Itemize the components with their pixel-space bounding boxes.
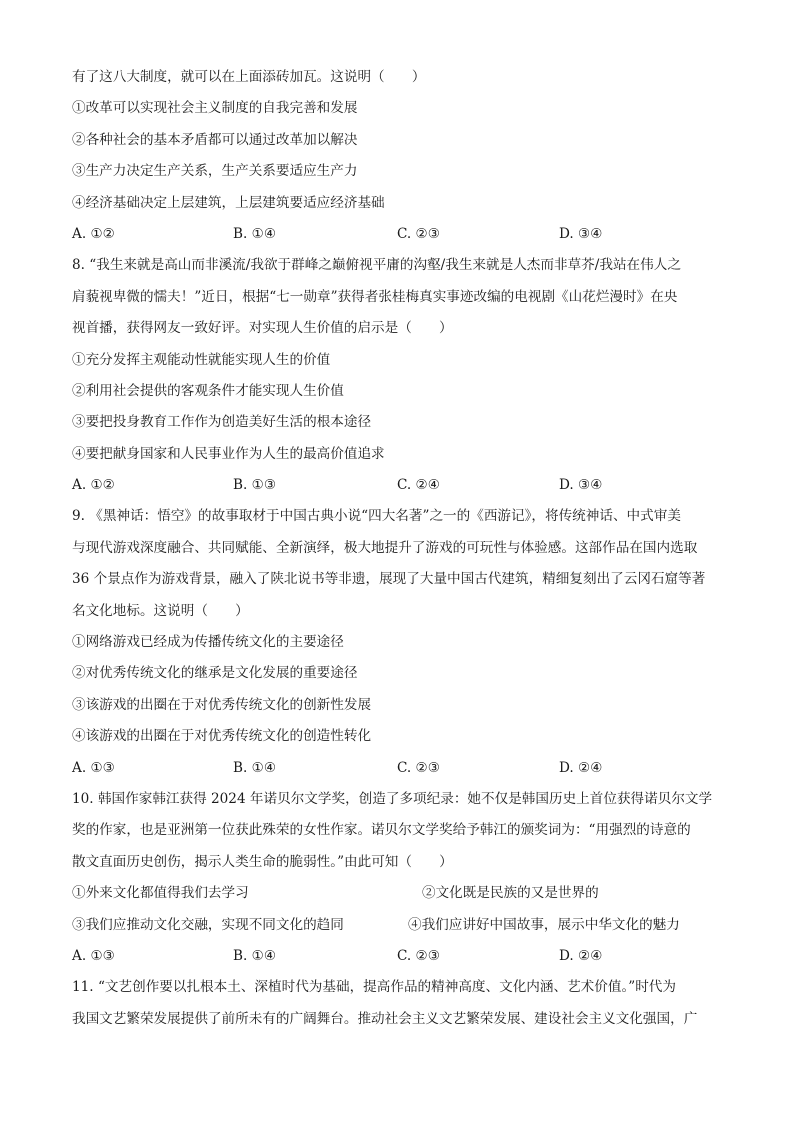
question-stem-line: 9. 《黑神话：悟空》的故事取材于中国古典小说“四大名著”之一的《西游记》，将传统神话、中式审美: [72, 508, 681, 525]
question-stem-line: 有了这八大制度，就可以在上面添砖加瓦。这说明（ ）: [72, 69, 426, 85]
statement-item: ③生产力决定生产关系，生产关系要适应生产力: [72, 163, 358, 180]
question-stem-line: 11. “文艺创作要以扎根本土、深植时代为基础，提高作品的精神高度、文化内涵、艺术价值。”时代为: [72, 979, 676, 996]
option-d: D. ②④: [559, 947, 603, 964]
statement-item: ①充分发挥主观能动性就能实现人生的价值: [72, 351, 331, 368]
option-a: A. ①②: [72, 225, 115, 242]
page-content: [72, 62, 732, 1035]
question-7: [72, 62, 732, 250]
question-9: [72, 501, 732, 784]
statement-item: ①改革可以实现社会主义制度的自我完善和发展: [72, 100, 358, 117]
option-a: A. ①③: [72, 759, 115, 776]
statement-item: ②文化既是民族的又是世界的: [422, 885, 599, 902]
statement-row: [72, 878, 732, 909]
question-10: [72, 784, 732, 972]
question-stem-line: 散文直面历史创伤，揭示人类生命的脆弱性。”由此可知（ ）: [72, 853, 453, 870]
option-c: C. ②③: [397, 947, 440, 964]
question-stem-line: 10. 韩国作家韩江获得 2024 年诺贝尔文学奖，创造了多项纪录：她不仅是韩国历史上首位获得诺贝尔文学: [72, 790, 713, 807]
question-stem-line: 肩藐视卑微的懦夫！”近日，根据“七一勋章”获得者张桂梅真实事迹改编的电视剧《山花烂漫时》在央: [72, 288, 678, 305]
statement-item: ②利用社会提供的客观条件才能实现人生价值: [72, 382, 344, 399]
option-b: B. ①④: [233, 225, 277, 242]
statement-item: ④经济基础决定上层建筑，上层建筑要适应经济基础: [72, 194, 385, 211]
option-a: A. ①②: [72, 477, 115, 494]
option-d: D. ③④: [559, 225, 603, 242]
question-stem-line: 我国文艺繁荣发展提供了前所未有的广阔舞台。推动社会主义文艺繁荣发展、建设社会主义文化强国，广: [72, 1010, 698, 1027]
statement-item: ④该游戏的出圈在于对优秀传统文化的创造性转化: [72, 728, 372, 745]
answer-options: [72, 941, 732, 972]
statement-item: ②对优秀传统文化的继承是文化发展的重要途径: [72, 665, 358, 682]
option-b: B. ①④: [233, 759, 277, 776]
option-b: B. ①③: [233, 477, 277, 494]
question-stem-line: 8. “我生来就是高山而非溪流/我欲于群峰之巅俯视平庸的沟壑/我生来就是人杰而非草芥/我站在伟人之: [72, 257, 681, 274]
option-d: D. ②④: [559, 759, 603, 776]
answer-options: [72, 753, 732, 784]
statement-item: ④要把献身国家和人民事业作为人生的最高价值追求: [72, 445, 385, 462]
question-8: [72, 250, 732, 501]
option-c: C. ②④: [397, 477, 440, 494]
statement-item: ①网络游戏已经成为传播传统文化的主要途径: [72, 634, 344, 651]
statement-item: ③要把投身教育工作作为创造美好生活的根本途径: [72, 414, 372, 431]
option-b: B. ①④: [233, 947, 277, 964]
question-stem-line: 视首播，获得网友一致好评。对实现人生价值的启示是（ ）: [72, 320, 453, 337]
statement-item: ②各种社会的基本矛盾都可以通过改革加以解决: [72, 131, 358, 148]
question-stem-line: 奖的作家，也是亚洲第一位获此殊荣的女性作家。诺贝尔文学奖给予韩江的颁奖词为：“用强烈的诗意的: [72, 822, 691, 839]
option-c: C. ②③: [397, 225, 440, 242]
option-d: D. ③④: [559, 477, 603, 494]
option-a: A. ①③: [72, 947, 115, 964]
answer-options: [72, 219, 732, 250]
question-11: [72, 972, 732, 1035]
answer-options: [72, 470, 732, 501]
statement-row: [72, 910, 732, 941]
statement-item: ①外来文化都值得我们去学习: [72, 885, 249, 902]
statement-item: ④我们应讲好中国故事，展示中华文化的魅力: [408, 916, 680, 933]
statement-item: ③该游戏的出圈在于对优秀传统文化的创新性发展: [72, 696, 372, 713]
question-stem-line: 与现代游戏深度融合、共同赋能、全新演绎，极大地提升了游戏的可玩性与体验感。这部作品在国内选取: [72, 539, 698, 556]
statement-item: ③我们应推动文化交融，实现不同文化的趋同: [72, 916, 344, 933]
question-stem-line: 36 个景点作为游戏背景，融入了陕北说书等非遗，展现了大量中国古代建筑，精细复刻出了云冈石窟等著: [72, 571, 706, 588]
question-stem-line: 名文化地标。这说明（ ）: [72, 602, 249, 619]
option-c: C. ②③: [397, 759, 440, 776]
